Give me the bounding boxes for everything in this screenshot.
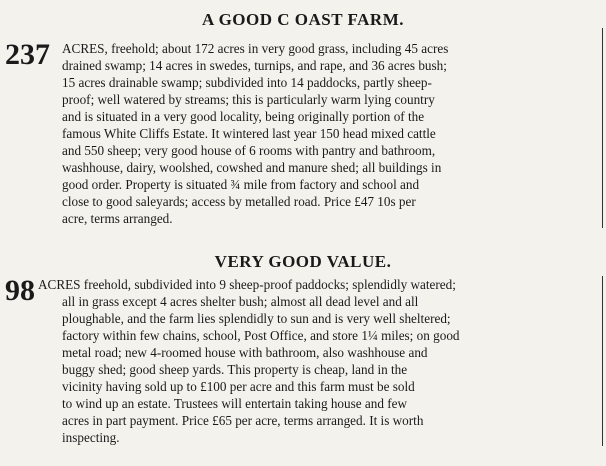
ad1-heading: A GOOD C OAST FARM. (201, 10, 405, 29)
ad1-line-9: good order. Property is situated ¾ mile from factory and school and (62, 177, 420, 192)
ad2-line-9: acres in part payment. Price £65 per acre, terms arranged. It is worth (62, 413, 424, 428)
ad1-line-1: ACRES, freehold; about 172 acres in very good grass, including 45 acres (62, 41, 449, 56)
ad2-line-3: ploughable, and the farm lies splendidly to sun and is very well sheltered; (62, 311, 451, 326)
ad2-line-10: inspecting. (62, 430, 120, 445)
column-rule-bottom (602, 276, 603, 446)
ad1-line-7: and 550 sheep; very good house of 6 rooms with pantry and bathroom, (62, 143, 436, 158)
ad2-line-2: all in grass except 4 acres shelter bush; almost all dead level and all (62, 294, 419, 309)
ad1-acreage-number: 237 (5, 38, 50, 71)
ad1-line-6: famous White Cliffs Estate. It wintered last year 150 head mixed cattle (62, 126, 436, 141)
ad2-acreage-number: 98 (5, 274, 35, 307)
ad2-line-1: ACRES freehold, subdivided into 9 sheep-proof paddocks; splendidly watered; (38, 277, 456, 292)
ad2-line-8: to wind up an estate. Trustees will entertain taking house and few (62, 396, 408, 411)
ad2-line-4: factory within few chains, school, Post Office, and store 1¼ miles; on good (62, 328, 460, 343)
ad1-line-2: drained swamp; 14 acres in swedes, turnips, and rape, and 36 acres bush; (62, 58, 447, 73)
ad1-line-3: 15 acres drainable swamp; subdivided into 14 paddocks, partly sheep- (62, 75, 432, 90)
ad1-line-5: and is situated in a very good locality, being originally portion of the (62, 109, 425, 124)
column-rule-top (602, 28, 603, 228)
ad2-line-5: metal road; new 4-roomed house with bathroom, also washhouse and (62, 345, 428, 360)
ad2-line-6: buggy shed; good sheep yards. This property is cheap, land in the (62, 362, 408, 377)
ad1-line-4: proof; well watered by streams; this is particularly warm lying country (62, 92, 435, 107)
ad1-line-11: acre, terms arranged. (62, 211, 173, 226)
ad1-line-10: close to good saleyards; access by metalled road. Price £47 10s per (62, 194, 416, 209)
ad2-line-7: vicinity having sold up to £100 per acre and this farm must be sold (62, 379, 415, 394)
ad2-heading: VERY GOOD VALUE. (214, 252, 392, 271)
ad1-line-8: washhouse, dairy, woolshed, cowshed and manure shed; all buildings in (62, 160, 442, 175)
